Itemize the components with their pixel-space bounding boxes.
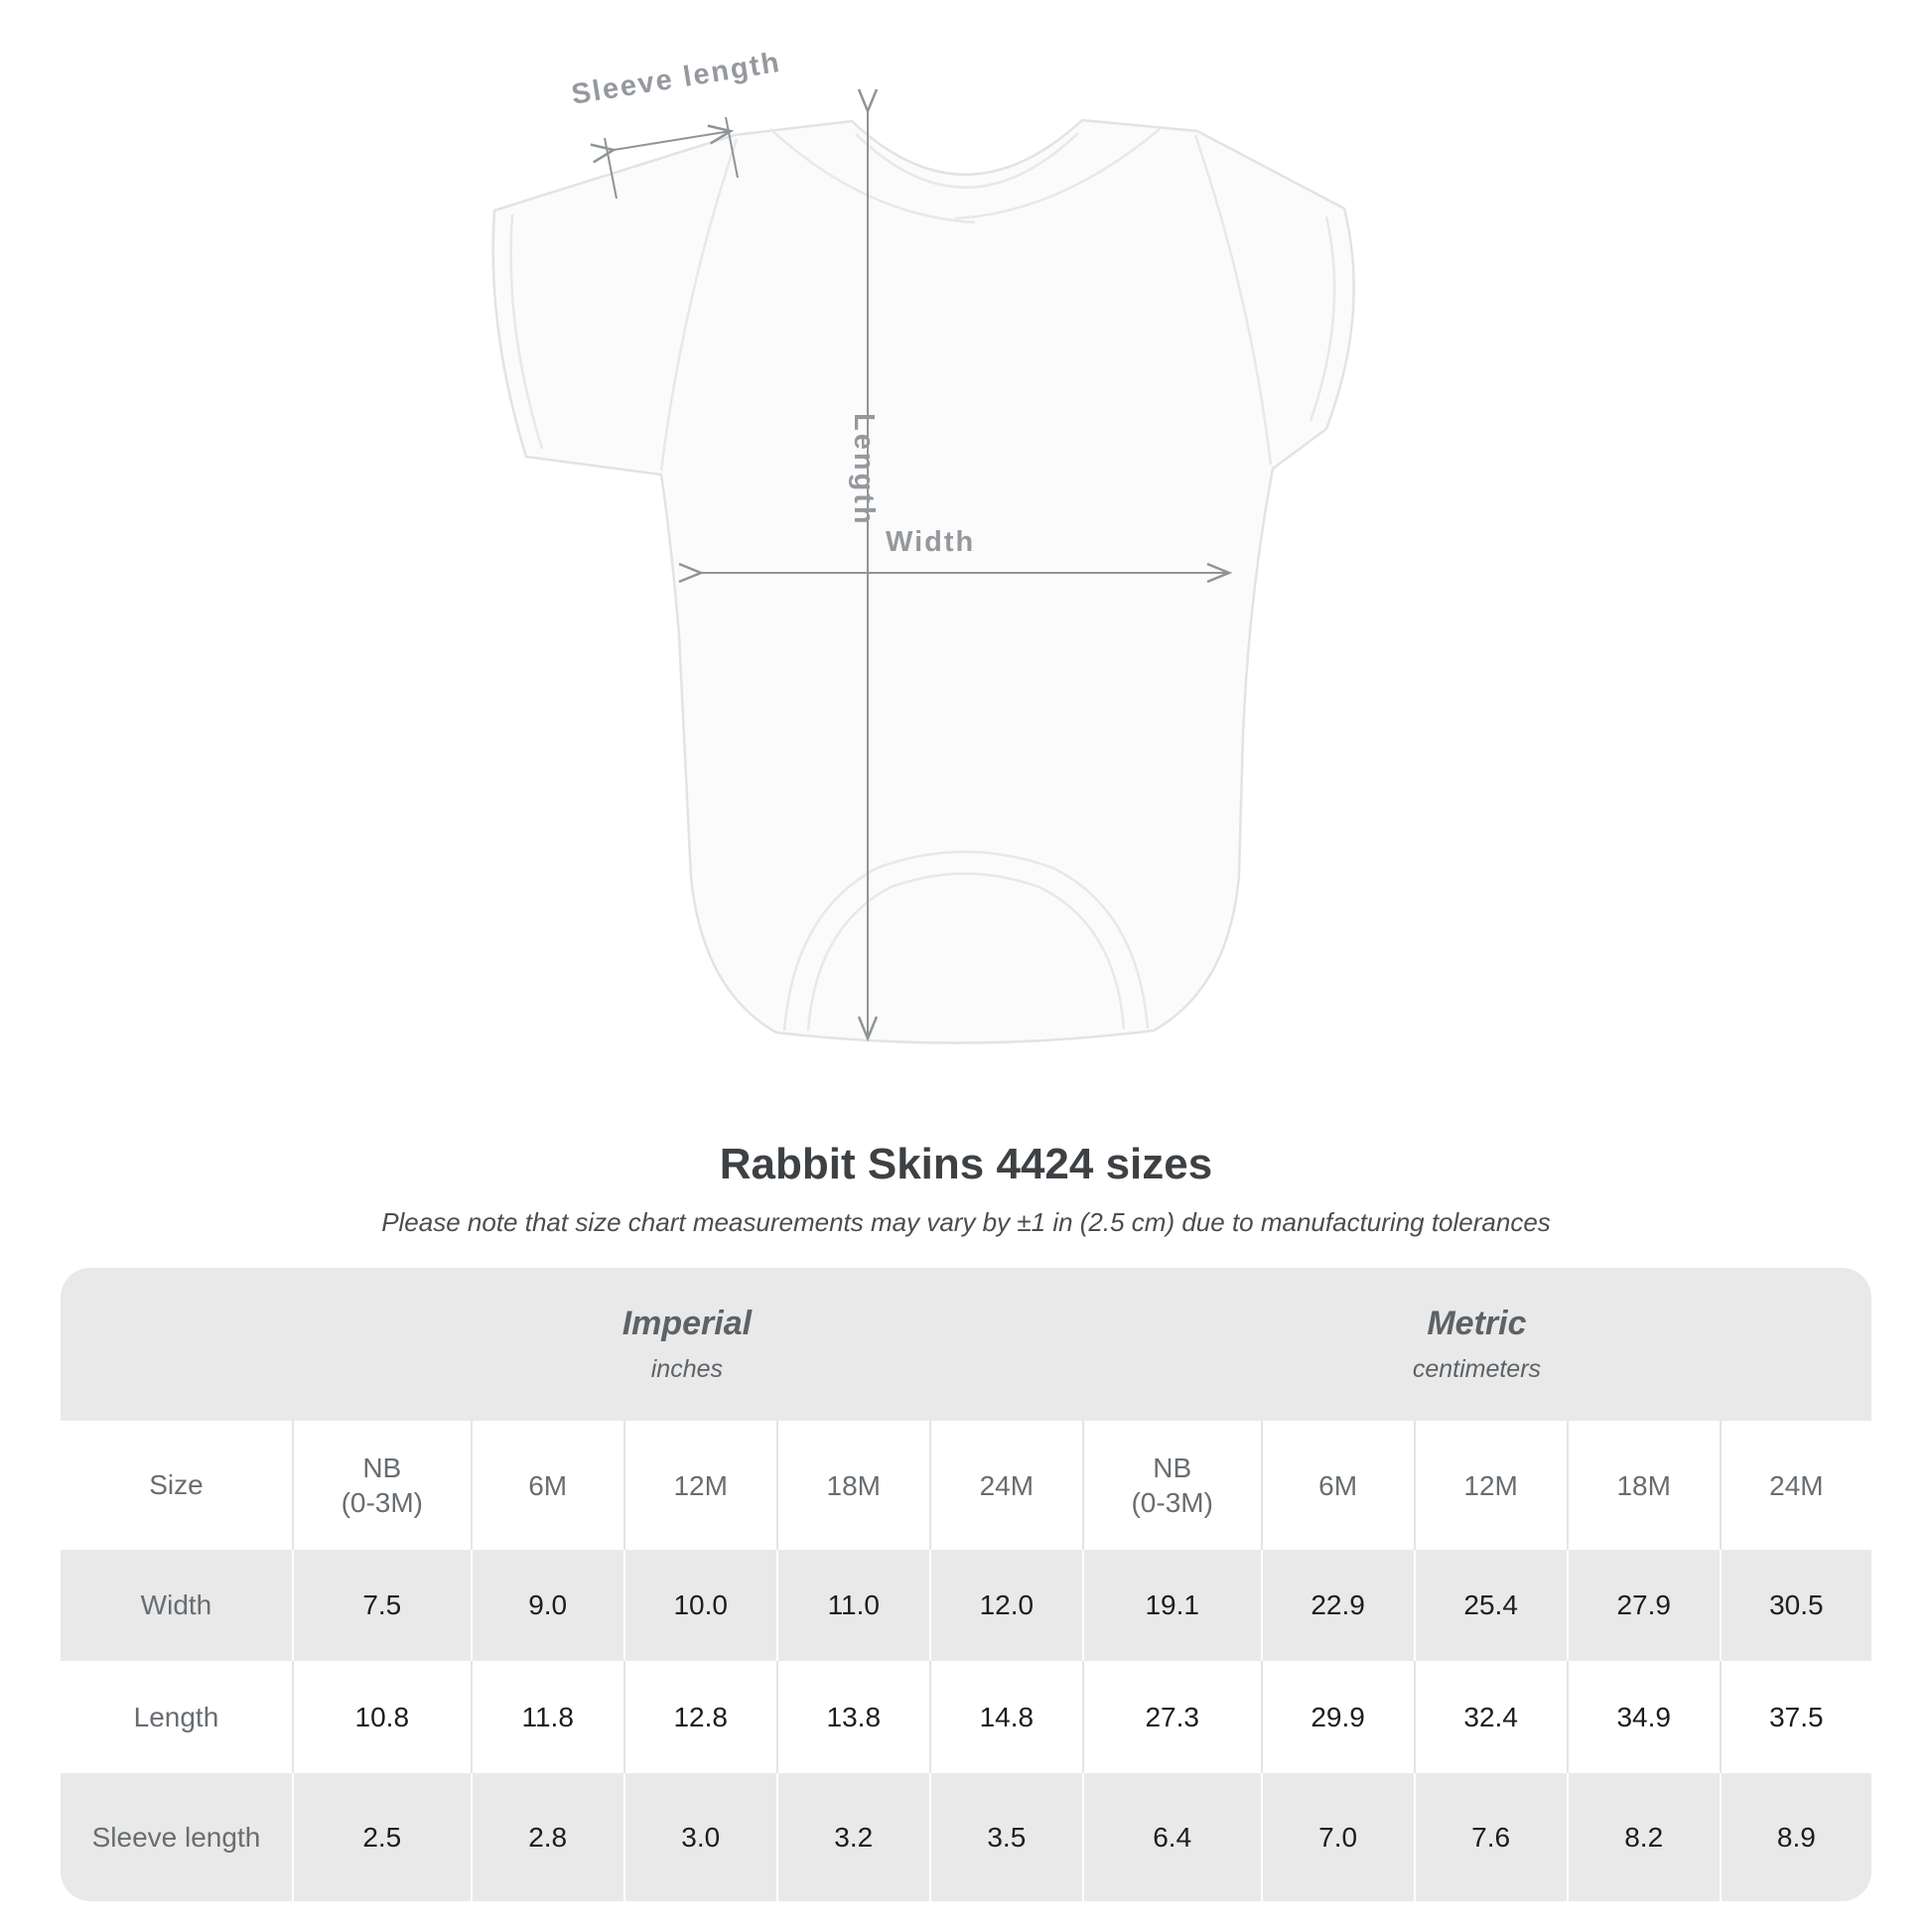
- metric-group-unit: centimeters: [1412, 1355, 1542, 1383]
- width-24m-imperial: 12.0: [929, 1550, 1082, 1661]
- metric-group-header: [1082, 1268, 1871, 1421]
- width-24m-metric: 30.5: [1720, 1550, 1871, 1661]
- length-nb-metric: 27.3: [1082, 1661, 1261, 1773]
- width-label: Width: [886, 526, 976, 558]
- width-nb-metric: 19.1: [1082, 1550, 1261, 1661]
- row-label-width: Width: [61, 1550, 292, 1661]
- table-row-width: [61, 1550, 1871, 1661]
- size-corner-header: Size: [61, 1421, 292, 1550]
- column-header-nb-metric: NB (0-3M): [1082, 1421, 1261, 1550]
- tolerance-note: Please note that size chart measurements may vary by ±1 in (2.5 cm) due to manufacturing tolerances: [381, 1207, 1551, 1237]
- column-header-12m-imperial: 12M: [623, 1421, 776, 1550]
- length-label: Length: [848, 413, 880, 527]
- sleeve-18m-imperial: 3.2: [776, 1773, 929, 1901]
- sleeve-nb-metric: 6.4: [1082, 1773, 1261, 1901]
- length-24m-metric: 37.5: [1720, 1661, 1871, 1773]
- width-12m-imperial: 10.0: [623, 1550, 776, 1661]
- bodysuit-outline: [493, 120, 1354, 1043]
- column-header-6m-metric: 6M: [1261, 1421, 1414, 1550]
- length-18m-imperial: 13.8: [776, 1661, 929, 1773]
- size-table-container: [61, 1268, 1871, 1901]
- length-18m-metric: 34.9: [1567, 1661, 1720, 1773]
- width-12m-metric: 25.4: [1414, 1550, 1567, 1661]
- unit-group-row: [61, 1268, 1871, 1421]
- width-18m-metric: 27.9: [1567, 1550, 1720, 1661]
- sleeve-18m-metric: 8.2: [1567, 1773, 1720, 1901]
- column-header-24m-metric: 24M: [1720, 1421, 1871, 1550]
- column-header-12m-metric: 12M: [1414, 1421, 1567, 1550]
- column-header-18m-metric: 18M: [1567, 1421, 1720, 1550]
- length-6m-metric: 29.9: [1261, 1661, 1414, 1773]
- sleeve-nb-imperial: 2.5: [292, 1773, 471, 1901]
- size-table: [61, 1268, 1871, 1901]
- length-24m-imperial: 14.8: [929, 1661, 1082, 1773]
- imperial-group-unit: inches: [650, 1355, 724, 1383]
- metric-group-name: Metric: [1427, 1305, 1527, 1342]
- sleeve-6m-metric: 7.0: [1261, 1773, 1414, 1901]
- size-header-row: [61, 1421, 1871, 1550]
- page-title: Rabbit Skins 4424 sizes: [719, 1140, 1213, 1188]
- sleeve-12m-imperial: 3.0: [623, 1773, 776, 1901]
- column-header-6m-imperial: 6M: [471, 1421, 623, 1550]
- width-6m-imperial: 9.0: [471, 1550, 623, 1661]
- title-block: [0, 1140, 1932, 1238]
- length-12m-imperial: 12.8: [623, 1661, 776, 1773]
- table-row-length: [61, 1661, 1871, 1773]
- column-header-18m-imperial: 18M: [776, 1421, 929, 1550]
- width-18m-imperial: 11.0: [776, 1550, 929, 1661]
- row-label-sleeve-length: Sleeve length: [61, 1773, 292, 1901]
- table-row-sleeve-length: [61, 1773, 1871, 1901]
- corner-spacer: [61, 1268, 292, 1421]
- sleeve-24m-metric: 8.9: [1720, 1773, 1871, 1901]
- imperial-group-name: Imperial: [621, 1305, 753, 1342]
- length-12m-metric: 32.4: [1414, 1661, 1567, 1773]
- width-6m-metric: 22.9: [1261, 1550, 1414, 1661]
- column-header-nb-imperial: NB (0-3M): [292, 1421, 471, 1550]
- row-label-length: Length: [61, 1661, 292, 1773]
- column-header-24m-imperial: 24M: [929, 1421, 1082, 1550]
- length-6m-imperial: 11.8: [471, 1661, 623, 1773]
- width-nb-imperial: 7.5: [292, 1550, 471, 1661]
- sleeve-length-label: Sleeve length: [569, 46, 783, 111]
- length-nb-imperial: 10.8: [292, 1661, 471, 1773]
- sleeve-12m-metric: 7.6: [1414, 1773, 1567, 1901]
- imperial-group-header: [292, 1268, 1082, 1421]
- sleeve-6m-imperial: 2.8: [471, 1773, 623, 1901]
- sleeve-24m-imperial: 3.5: [929, 1773, 1082, 1901]
